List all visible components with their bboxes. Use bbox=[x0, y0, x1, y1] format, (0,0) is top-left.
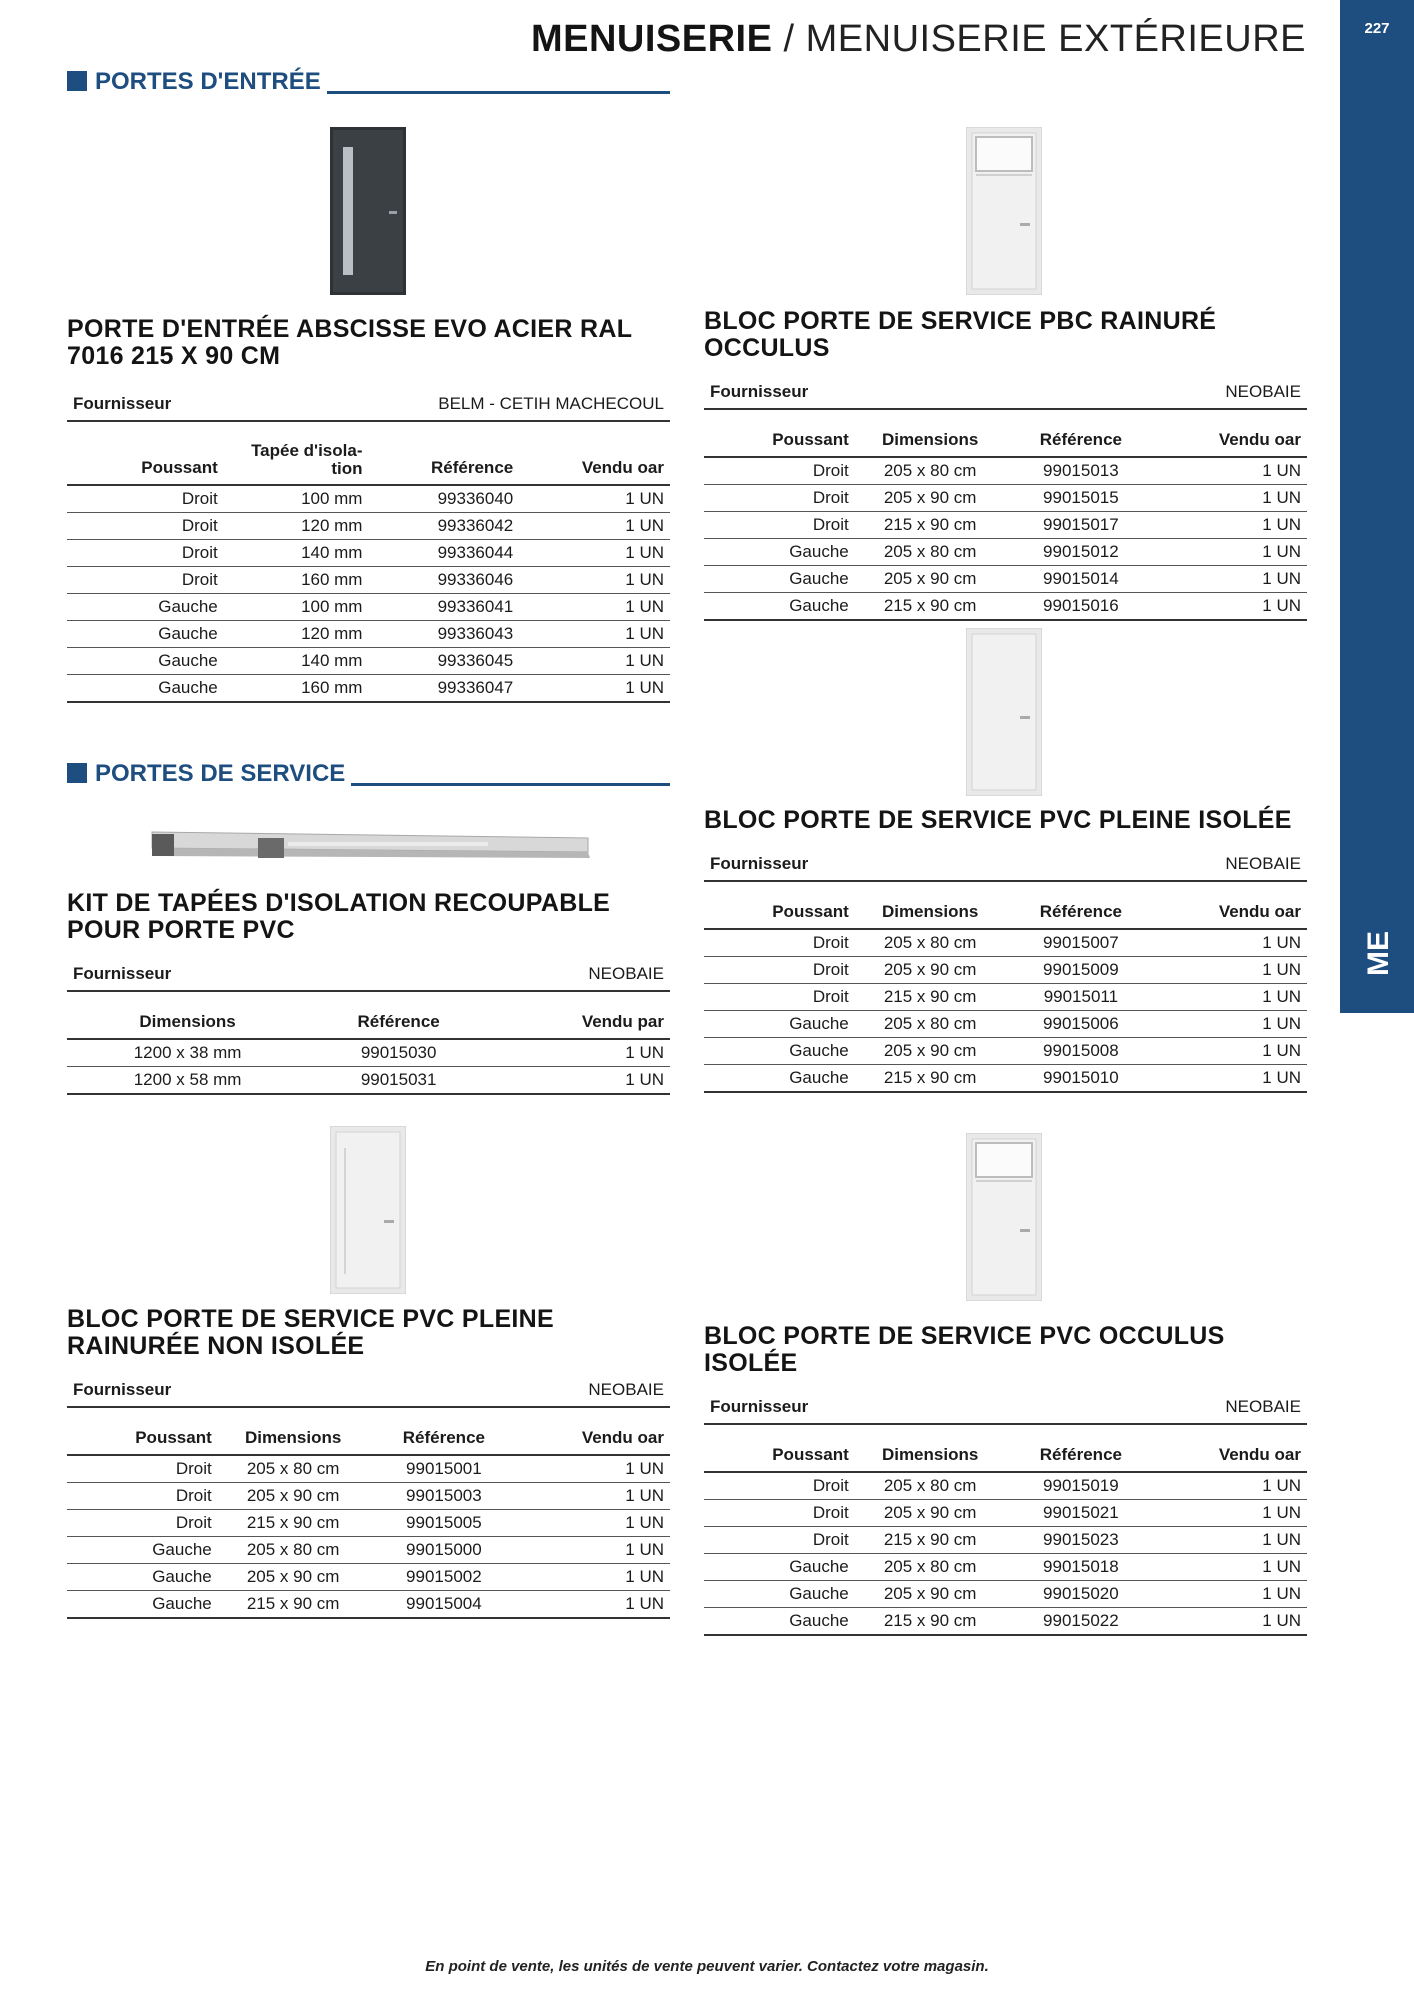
table-cell: Gauche bbox=[67, 1537, 218, 1564]
table-cell: 205 x 90 cm bbox=[855, 1500, 1006, 1527]
table-cell: 1 UN bbox=[1156, 539, 1307, 566]
table-cell: Droit bbox=[704, 984, 855, 1011]
table-cell: 1 UN bbox=[1156, 1527, 1307, 1554]
table-row bbox=[67, 621, 670, 648]
product-table bbox=[67, 442, 670, 703]
table-cell: 99015018 bbox=[1006, 1554, 1157, 1581]
table-row bbox=[67, 1067, 670, 1095]
supplier-row bbox=[704, 854, 1307, 882]
table-cell: 99336044 bbox=[368, 540, 519, 567]
table-cell: 1 UN bbox=[1156, 457, 1307, 485]
table-cell: 1 UN bbox=[1156, 1581, 1307, 1608]
col-header-vendu: Vendu oar bbox=[1156, 1445, 1307, 1472]
table-cell: Droit bbox=[704, 929, 855, 957]
table-cell: 205 x 80 cm bbox=[855, 1554, 1006, 1581]
table-cell: Droit bbox=[67, 1510, 218, 1537]
table-cell: 205 x 90 cm bbox=[218, 1483, 369, 1510]
product-title: PORTE D'ENTRÉE ABSCISSE EVO ACIER RAL 7016 215 X 90 CM bbox=[67, 315, 632, 370]
table-cell: 99015006 bbox=[1006, 1011, 1157, 1038]
table-row bbox=[704, 457, 1307, 485]
table-cell: 1 UN bbox=[1156, 929, 1307, 957]
table-cell: 205 x 80 cm bbox=[855, 1472, 1006, 1500]
supplier-label: Fournisseur bbox=[73, 1380, 172, 1399]
table-cell: Droit bbox=[67, 567, 224, 594]
col-header-dimensions: Dimensions bbox=[855, 430, 1006, 457]
col-header-vendu: Vendu par bbox=[489, 1012, 670, 1039]
table-cell: Gauche bbox=[704, 1038, 855, 1065]
table-cell: 1 UN bbox=[1156, 566, 1307, 593]
table-cell: 99015031 bbox=[308, 1067, 489, 1095]
supplier-value: NEOBAIE bbox=[1225, 854, 1301, 873]
supplier-value: NEOBAIE bbox=[1225, 1397, 1301, 1416]
table-row bbox=[704, 485, 1307, 512]
table-row bbox=[67, 648, 670, 675]
table-cell: 205 x 80 cm bbox=[855, 1011, 1006, 1038]
supplier-label: Fournisseur bbox=[710, 1397, 809, 1416]
table-cell: Droit bbox=[704, 512, 855, 539]
col-header-reference: Référence bbox=[308, 1012, 489, 1039]
table-cell: Droit bbox=[704, 957, 855, 984]
supplier-row bbox=[67, 1380, 670, 1408]
table-cell: 205 x 90 cm bbox=[855, 1581, 1006, 1608]
table-cell: Droit bbox=[704, 457, 855, 485]
section-square-icon bbox=[67, 763, 87, 783]
col-header-tapee: Tapée d'isola-tion bbox=[224, 442, 369, 485]
table-cell: 215 x 90 cm bbox=[855, 1065, 1006, 1093]
table-cell: 1 UN bbox=[519, 540, 670, 567]
table-cell: 160 mm bbox=[224, 675, 369, 703]
product-title: BLOC PORTE DE SERVICE PBC RAINURÉ OCCULUS bbox=[704, 307, 1217, 362]
product-table bbox=[704, 430, 1307, 621]
table-cell: 1 UN bbox=[1156, 984, 1307, 1011]
table-cell: Gauche bbox=[67, 1564, 218, 1591]
col-header-poussant: Poussant bbox=[67, 1428, 218, 1455]
table-cell: 1 UN bbox=[519, 621, 670, 648]
table-cell: 1 UN bbox=[1156, 1472, 1307, 1500]
table-cell: 215 x 90 cm bbox=[218, 1510, 369, 1537]
table-cell: 99015004 bbox=[369, 1591, 520, 1619]
table-row bbox=[67, 1591, 670, 1619]
table-cell: 1 UN bbox=[489, 1067, 670, 1095]
table-cell: Gauche bbox=[67, 1591, 218, 1619]
table-cell: 205 x 90 cm bbox=[855, 957, 1006, 984]
table-row bbox=[67, 1510, 670, 1537]
supplier-value: NEOBAIE bbox=[1225, 382, 1301, 401]
col-header-vendu: Vendu oar bbox=[1156, 902, 1307, 929]
product-title: BLOC PORTE DE SERVICE PVC OCCULUS ISOLÉE bbox=[704, 1322, 1225, 1377]
table-row bbox=[704, 1554, 1307, 1581]
service-door-occulus-insulated-image bbox=[966, 1133, 1042, 1301]
supplier-value: BELM - CETIH MACHECOUL bbox=[438, 394, 664, 413]
col-header-dimensions: Dimensions bbox=[855, 902, 1006, 929]
table-cell: 205 x 90 cm bbox=[855, 566, 1006, 593]
product-title: BLOC PORTE DE SERVICE PVC PLEINE RAINURÉE NON ISOLÉE bbox=[67, 1305, 555, 1360]
table-row bbox=[704, 1011, 1307, 1038]
table-cell: 99336041 bbox=[368, 594, 519, 621]
table-row bbox=[67, 1564, 670, 1591]
supplier-row bbox=[704, 1397, 1307, 1425]
col-header-poussant: Poussant bbox=[704, 1445, 855, 1472]
table-row bbox=[704, 1608, 1307, 1636]
supplier-row bbox=[704, 382, 1307, 410]
table-row bbox=[67, 567, 670, 594]
table-cell: 1 UN bbox=[519, 1564, 670, 1591]
table-header-row bbox=[67, 1012, 670, 1039]
table-cell: 99015030 bbox=[308, 1039, 489, 1067]
product-pvc-occulus-isolee bbox=[704, 1323, 1307, 1636]
table-cell: 1200 x 58 mm bbox=[67, 1067, 308, 1095]
table-row bbox=[67, 513, 670, 540]
section-title-entrance bbox=[67, 66, 670, 96]
table-header-row bbox=[67, 442, 670, 485]
table-cell: 99015016 bbox=[1006, 593, 1157, 621]
table-cell: 1 UN bbox=[1156, 512, 1307, 539]
supplier-label: Fournisseur bbox=[73, 964, 172, 983]
product-table bbox=[67, 1012, 670, 1095]
table-row bbox=[704, 1065, 1307, 1093]
table-cell: 1 UN bbox=[1156, 593, 1307, 621]
table-row bbox=[67, 675, 670, 703]
table-cell: Droit bbox=[67, 485, 224, 513]
table-cell: Droit bbox=[704, 1472, 855, 1500]
supplier-value: NEOBAIE bbox=[588, 1380, 664, 1399]
table-cell: 99015022 bbox=[1006, 1608, 1157, 1636]
table-cell: 1 UN bbox=[1156, 1065, 1307, 1093]
table-cell: 1 UN bbox=[519, 485, 670, 513]
table-cell: 1 UN bbox=[519, 567, 670, 594]
table-cell: 99015002 bbox=[369, 1564, 520, 1591]
table-cell: 140 mm bbox=[224, 540, 369, 567]
table-cell: 1 UN bbox=[519, 594, 670, 621]
table-cell: 1 UN bbox=[1156, 1608, 1307, 1636]
table-cell: 99015005 bbox=[369, 1510, 520, 1537]
table-cell: Gauche bbox=[67, 594, 224, 621]
table-cell: 1 UN bbox=[519, 1591, 670, 1619]
table-row bbox=[67, 1039, 670, 1067]
table-cell: 215 x 90 cm bbox=[855, 984, 1006, 1011]
table-cell: 99015015 bbox=[1006, 485, 1157, 512]
table-cell: 99336046 bbox=[368, 567, 519, 594]
table-cell: 205 x 90 cm bbox=[855, 485, 1006, 512]
table-row bbox=[704, 539, 1307, 566]
footer-note: En point de vente, les unités de vente peuvent varier. Contactez votre magasin. bbox=[425, 1958, 989, 1975]
product-table bbox=[704, 902, 1307, 1093]
table-cell: 205 x 90 cm bbox=[855, 1038, 1006, 1065]
table-row bbox=[67, 594, 670, 621]
col-header-poussant: Poussant bbox=[704, 902, 855, 929]
table-row bbox=[67, 540, 670, 567]
supplier-value: NEOBAIE bbox=[588, 964, 664, 983]
table-cell: 140 mm bbox=[224, 648, 369, 675]
table-cell: Gauche bbox=[704, 1065, 855, 1093]
table-cell: 99015023 bbox=[1006, 1527, 1157, 1554]
table-row bbox=[704, 1472, 1307, 1500]
table-cell: Droit bbox=[67, 540, 224, 567]
table-row bbox=[704, 512, 1307, 539]
table-cell: 120 mm bbox=[224, 513, 369, 540]
product-title: KIT DE TAPÉES D'ISOLATION RECOUPABLE POUR PORTE PVC bbox=[67, 889, 611, 944]
table-cell: 99015009 bbox=[1006, 957, 1157, 984]
col-header-vendu: Vendu oar bbox=[519, 442, 670, 485]
supplier-label: Fournisseur bbox=[710, 854, 809, 873]
table-cell: Gauche bbox=[704, 1608, 855, 1636]
product-title: BLOC PORTE DE SERVICE PVC PLEINE ISOLÉE bbox=[704, 806, 1292, 834]
product-pvc-pleine-isolee bbox=[704, 807, 1307, 1093]
table-cell: Gauche bbox=[704, 539, 855, 566]
table-cell: 1 UN bbox=[1156, 485, 1307, 512]
section-title-service bbox=[67, 758, 670, 788]
table-cell: 99336040 bbox=[368, 485, 519, 513]
table-cell: Droit bbox=[704, 1527, 855, 1554]
table-cell: 1 UN bbox=[1156, 1038, 1307, 1065]
table-cell: 1 UN bbox=[519, 675, 670, 703]
product-table bbox=[704, 1445, 1307, 1636]
section-rule bbox=[327, 91, 670, 94]
table-header-row bbox=[704, 430, 1307, 457]
product-pbc-occulus bbox=[704, 308, 1307, 621]
table-cell: 99015021 bbox=[1006, 1500, 1157, 1527]
table-cell: 215 x 90 cm bbox=[855, 1608, 1006, 1636]
table-row bbox=[67, 485, 670, 513]
table-cell: 99336042 bbox=[368, 513, 519, 540]
table-cell: 1 UN bbox=[519, 1455, 670, 1483]
header-separator: / bbox=[772, 18, 806, 60]
insulation-kit-image bbox=[148, 822, 594, 866]
table-cell: Droit bbox=[704, 1500, 855, 1527]
table-cell: 1 UN bbox=[519, 1510, 670, 1537]
col-header-poussant: Poussant bbox=[704, 430, 855, 457]
table-cell: 215 x 90 cm bbox=[218, 1591, 369, 1619]
product-table bbox=[67, 1428, 670, 1619]
col-header-reference: Référence bbox=[369, 1428, 520, 1455]
table-cell: 99015007 bbox=[1006, 929, 1157, 957]
header-subcategory: MENUISERIE EXTÉRIEURE bbox=[805, 18, 1306, 60]
table-cell: 1 UN bbox=[1156, 957, 1307, 984]
col-header-dimensions: Dimensions bbox=[67, 1012, 308, 1039]
table-cell: 215 x 90 cm bbox=[855, 512, 1006, 539]
table-row bbox=[704, 984, 1307, 1011]
table-cell: 99336045 bbox=[368, 648, 519, 675]
dark-entrance-door-image bbox=[330, 127, 406, 295]
section-square-icon bbox=[67, 71, 87, 91]
product-abscisse bbox=[67, 316, 670, 703]
table-row bbox=[704, 566, 1307, 593]
table-cell: 99336047 bbox=[368, 675, 519, 703]
table-row bbox=[67, 1455, 670, 1483]
table-cell: 160 mm bbox=[224, 567, 369, 594]
supplier-label: Fournisseur bbox=[73, 394, 172, 413]
table-cell: 99015012 bbox=[1006, 539, 1157, 566]
supplier-row bbox=[67, 394, 670, 422]
section-rule bbox=[351, 783, 670, 786]
section-label: PORTES DE SERVICE bbox=[95, 760, 346, 787]
table-cell: 1 UN bbox=[489, 1039, 670, 1067]
table-cell: 205 x 80 cm bbox=[218, 1537, 369, 1564]
header-category: MENUISERIE bbox=[530, 18, 773, 60]
table-cell: 205 x 80 cm bbox=[855, 929, 1006, 957]
col-header-dimensions: Dimensions bbox=[218, 1428, 369, 1455]
product-kit-tapees bbox=[67, 890, 670, 1095]
table-cell: 1 UN bbox=[1156, 1500, 1307, 1527]
side-tab bbox=[1340, 0, 1414, 1013]
table-row bbox=[67, 1483, 670, 1510]
table-header-row bbox=[67, 1428, 670, 1455]
table-cell: 205 x 80 cm bbox=[855, 539, 1006, 566]
table-row bbox=[704, 957, 1307, 984]
table-header-row bbox=[704, 1445, 1307, 1472]
table-cell: Gauche bbox=[704, 1581, 855, 1608]
table-cell: 99015019 bbox=[1006, 1472, 1157, 1500]
col-header-reference: Référence bbox=[368, 442, 519, 485]
table-cell: 215 x 90 cm bbox=[855, 593, 1006, 621]
table-cell: 120 mm bbox=[224, 621, 369, 648]
table-cell: 99015014 bbox=[1006, 566, 1157, 593]
service-door-plain-image bbox=[966, 628, 1042, 796]
table-cell: 205 x 80 cm bbox=[855, 457, 1006, 485]
table-cell: 99015003 bbox=[369, 1483, 520, 1510]
table-cell: 1 UN bbox=[519, 513, 670, 540]
col-header-reference: Référence bbox=[1006, 430, 1157, 457]
section-code: ME bbox=[1362, 931, 1395, 977]
table-cell: Droit bbox=[67, 1455, 218, 1483]
table-cell: 1 UN bbox=[519, 648, 670, 675]
table-cell: Gauche bbox=[704, 566, 855, 593]
col-header-vendu: Vendu oar bbox=[1156, 430, 1307, 457]
table-cell: Gauche bbox=[67, 675, 224, 703]
table-cell: 205 x 80 cm bbox=[218, 1455, 369, 1483]
page-header-title bbox=[531, 18, 1306, 61]
table-row bbox=[704, 1581, 1307, 1608]
table-cell: 99015011 bbox=[1006, 984, 1157, 1011]
table-cell: 99015020 bbox=[1006, 1581, 1157, 1608]
page-number: 227 bbox=[1364, 20, 1390, 37]
table-cell: Gauche bbox=[704, 593, 855, 621]
table-cell: 1 UN bbox=[519, 1483, 670, 1510]
table-cell: 1 UN bbox=[519, 1537, 670, 1564]
table-cell: Gauche bbox=[67, 621, 224, 648]
table-row bbox=[704, 929, 1307, 957]
table-cell: 1 UN bbox=[1156, 1011, 1307, 1038]
table-cell: 205 x 90 cm bbox=[218, 1564, 369, 1591]
table-cell: Droit bbox=[67, 1483, 218, 1510]
supplier-row bbox=[67, 964, 670, 992]
table-cell: Droit bbox=[67, 513, 224, 540]
supplier-label: Fournisseur bbox=[710, 382, 809, 401]
table-cell: 99336043 bbox=[368, 621, 519, 648]
table-cell: 99015008 bbox=[1006, 1038, 1157, 1065]
table-row bbox=[704, 1038, 1307, 1065]
table-cell: 99015013 bbox=[1006, 457, 1157, 485]
table-cell: 1 UN bbox=[1156, 1554, 1307, 1581]
table-cell: 99015000 bbox=[369, 1537, 520, 1564]
table-header-row bbox=[704, 902, 1307, 929]
col-header-reference: Référence bbox=[1006, 1445, 1157, 1472]
col-header-poussant: Poussant bbox=[67, 442, 224, 485]
table-row bbox=[67, 1537, 670, 1564]
table-cell: 100 mm bbox=[224, 485, 369, 513]
table-row bbox=[704, 1527, 1307, 1554]
service-door-occulus-image bbox=[966, 127, 1042, 295]
table-cell: 99015017 bbox=[1006, 512, 1157, 539]
table-cell: 1200 x 38 mm bbox=[67, 1039, 308, 1067]
table-cell: Gauche bbox=[704, 1554, 855, 1581]
table-row bbox=[704, 593, 1307, 621]
table-cell: 215 x 90 cm bbox=[855, 1527, 1006, 1554]
table-cell: Gauche bbox=[67, 648, 224, 675]
service-door-grooved-image bbox=[330, 1126, 406, 1294]
product-pvc-rainuree bbox=[67, 1306, 670, 1619]
col-header-reference: Référence bbox=[1006, 902, 1157, 929]
col-header-dimensions: Dimensions bbox=[855, 1445, 1006, 1472]
table-cell: 100 mm bbox=[224, 594, 369, 621]
table-cell: Droit bbox=[704, 485, 855, 512]
table-cell: Gauche bbox=[704, 1011, 855, 1038]
table-row bbox=[704, 1500, 1307, 1527]
table-cell: 99015001 bbox=[369, 1455, 520, 1483]
table-cell: 99015010 bbox=[1006, 1065, 1157, 1093]
col-header-vendu: Vendu oar bbox=[519, 1428, 670, 1455]
section-label: PORTES D'ENTRÉE bbox=[95, 68, 321, 95]
